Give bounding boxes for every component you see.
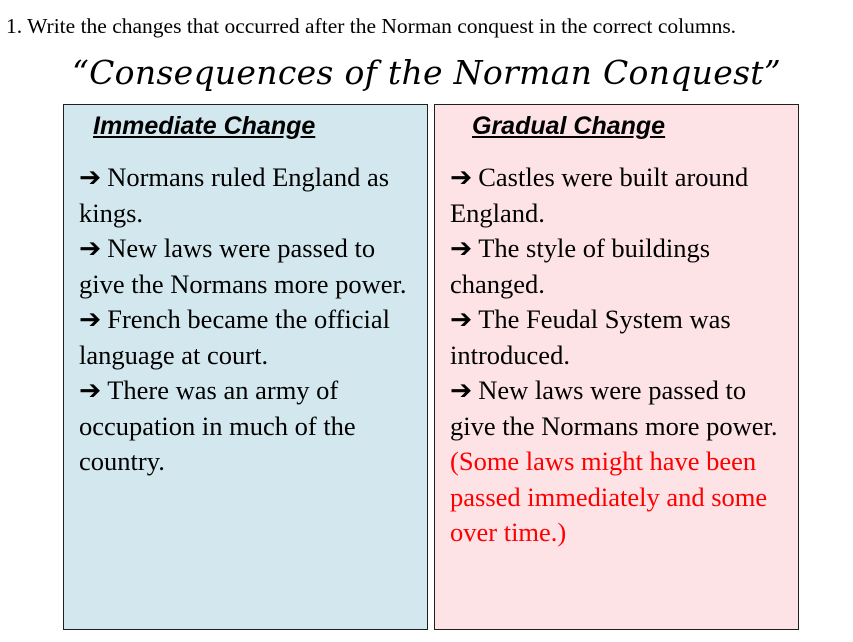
arrow-right-icon: ➔ (79, 162, 102, 192)
list-item-text: There was an army of occupation in much of the country. (79, 375, 356, 476)
gradual-change-column (434, 104, 799, 630)
arrow-right-icon: ➔ (450, 304, 473, 334)
list-item-text: Castles were built around England. (450, 162, 749, 228)
instruction-text: 1. Write the changes that occurred after the Norman conquest in the correct columns. (6, 14, 737, 38)
list-item (79, 302, 413, 373)
list-item-text: New laws were passed to give the Normans more power. (79, 233, 407, 299)
list-item (450, 373, 784, 551)
gradual-change-list (450, 160, 784, 551)
immediate-change-list (79, 160, 413, 480)
immediate-change-heading: Immediate Change (93, 112, 316, 140)
arrow-right-icon: ➔ (450, 162, 473, 192)
list-item (450, 160, 784, 231)
list-item-text: Normans ruled England as kings. (79, 162, 390, 228)
laws-timing-note: (Some laws might have been passed immediately and some over time.) (450, 446, 768, 547)
list-item-text: New laws were passed to give the Normans more power. (450, 375, 778, 441)
list-item (79, 160, 413, 231)
arrow-right-icon: ➔ (79, 304, 102, 334)
page-title: “Consequences of the Norman Conquest” (71, 53, 782, 92)
arrow-right-icon: ➔ (450, 375, 473, 405)
gradual-change-heading: Gradual Change (472, 112, 666, 140)
list-item (450, 231, 784, 302)
list-item (450, 302, 784, 373)
arrow-right-icon: ➔ (79, 233, 102, 263)
immediate-change-column (63, 104, 428, 630)
arrow-right-icon: ➔ (450, 233, 473, 263)
list-item (79, 373, 413, 480)
list-item-text: The Feudal System was introduced. (450, 304, 731, 370)
list-item-text: French became the official language at court. (79, 304, 390, 370)
list-item-text: The style of buildings changed. (450, 233, 711, 299)
arrow-right-icon: ➔ (79, 375, 102, 405)
list-item (79, 231, 413, 302)
